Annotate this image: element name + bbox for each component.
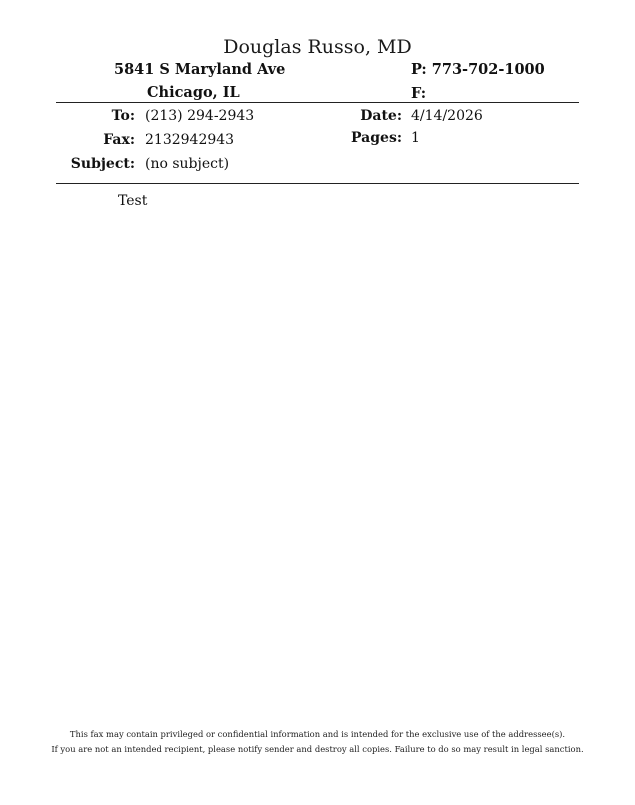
subject-value: (no subject) xyxy=(145,156,230,172)
date-value: 4/14/2026 xyxy=(411,108,483,124)
sender-address-line1: 5841 S Maryland Ave xyxy=(114,61,286,78)
fax-value: 2132942943 xyxy=(145,132,235,148)
sender-fax: F: xyxy=(411,85,427,102)
confidentiality-notice-line1: This fax may contain privileged or confidential information and is intended for the exclusive use of the addressee(s). xyxy=(69,729,566,739)
sender-address-line2: Chicago, IL xyxy=(147,84,240,101)
details-divider xyxy=(56,183,579,184)
message-body: Test xyxy=(118,193,148,209)
pages-value: 1 xyxy=(411,130,420,146)
header-divider xyxy=(56,102,579,103)
fax-label: Fax: xyxy=(103,132,135,148)
to-value: (213) 294-2943 xyxy=(145,108,255,124)
date-label: Date: xyxy=(360,108,402,124)
sender-name: Douglas Russo, MD xyxy=(223,36,412,58)
sender-phone: P: 773-702-1000 xyxy=(411,61,545,78)
confidentiality-notice-line2: If you are not an intended recipient, please notify sender and destroy all copies. Failure to do so may result in legal sanction. xyxy=(51,744,584,754)
to-label: To: xyxy=(111,108,135,124)
subject-label: Subject: xyxy=(70,156,135,172)
pages-label: Pages: xyxy=(351,130,402,146)
